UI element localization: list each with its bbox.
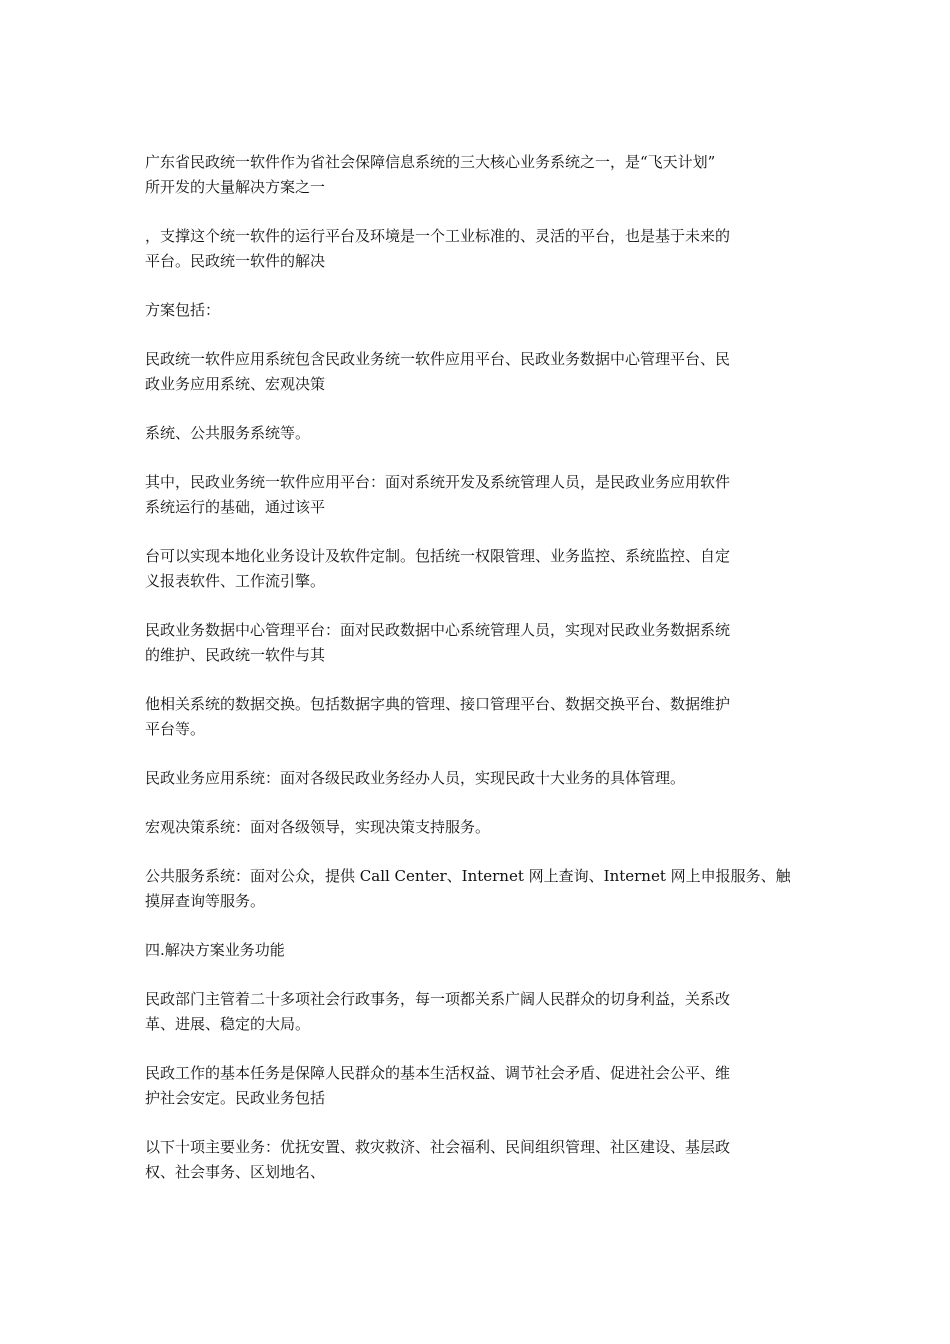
paragraph-line: 公共服务系统：面对公众，提供 Call Center、Internet 网上查询、Internet 网上申报服务、触 — [145, 867, 791, 885]
paragraph-line: 民政部门主管着二十多项社会行政事务，每一项都关系广阔人民群众的切身利益，关系改 — [145, 990, 731, 1008]
paragraph — [145, 987, 807, 1037]
paragraph-line: 广东省民政统一软件作为省社会保障信息系统的三大核心业务系统之一，是“飞天计划” — [145, 153, 716, 171]
paragraph — [145, 815, 807, 840]
paragraph — [145, 544, 807, 594]
paragraph-line: 义报表软件、工作流引擎。 — [145, 572, 326, 590]
paragraph — [145, 421, 807, 446]
paragraph — [145, 470, 807, 520]
paragraph — [145, 298, 807, 323]
paragraph-line: 平台。民政统一软件的解决 — [145, 252, 326, 270]
paragraph-line: 政业务应用系统、宏观决策 — [145, 375, 326, 393]
paragraph-line: 的维护、民政统一软件与其 — [145, 646, 326, 664]
paragraph — [145, 224, 807, 274]
paragraph-line: 台可以实现本地化业务设计及软件定制。包括统一权限管理、业务监控、系统监控、自定 — [145, 547, 731, 565]
document-body — [145, 150, 807, 1209]
paragraph-line: 所开发的大量解决方案之一 — [145, 178, 326, 196]
paragraph-line: 四.解决方案业务功能 — [145, 941, 285, 959]
paragraph — [145, 618, 807, 668]
paragraph-line: 护社会安定。民政业务包括 — [145, 1089, 326, 1107]
paragraph-line: 宏观决策系统：面对各级领导，实现决策支持服务。 — [145, 818, 491, 836]
paragraph-line: 摸屏查询等服务。 — [145, 892, 266, 910]
paragraph — [145, 766, 807, 791]
paragraph-line: ，支撑这个统一软件的运行平台及环境是一个工业标准的、灵活的平台，也是基于未来的 — [145, 227, 731, 245]
paragraph-line: 革、进展、稳定的大局。 — [145, 1015, 311, 1033]
paragraph — [145, 692, 807, 742]
paragraph-line: 民政业务应用系统：面对各级民政业务经办人员，实现民政十大业务的具体管理。 — [145, 769, 686, 787]
paragraph — [145, 150, 807, 200]
paragraph-line: 系统、公共服务系统等。 — [145, 424, 311, 442]
paragraph — [145, 1135, 807, 1185]
paragraph-line: 以下十项主要业务：优抚安置、救灾救济、社会福利、民间组织管理、社区建设、基层政 — [145, 1138, 731, 1156]
paragraph — [145, 347, 807, 397]
paragraph-line: 民政统一软件应用系统包含民政业务统一软件应用平台、民政业务数据中心管理平台、民 — [145, 350, 731, 368]
paragraph-line: 系统运行的基础，通过该平 — [145, 498, 326, 516]
paragraph — [145, 864, 807, 914]
section-heading — [145, 938, 807, 963]
paragraph-line: 民政业务数据中心管理平台：面对民政数据中心系统管理人员，实现对民政业务数据系统 — [145, 621, 731, 639]
paragraph-line: 其中，民政业务统一软件应用平台：面对系统开发及系统管理人员，是民政业务应用软件 — [145, 473, 731, 491]
paragraph-line: 权、社会事务、区划地名、 — [145, 1163, 326, 1181]
paragraph-line: 他相关系统的数据交换。包括数据字典的管理、接口管理平台、数据交换平台、数据维护 — [145, 695, 731, 713]
paragraph-line: 平台等。 — [145, 720, 206, 738]
paragraph-line: 民政工作的基本任务是保障人民群众的基本生活权益、调节社会矛盾、促进社会公平、维 — [145, 1064, 731, 1082]
paragraph-line: 方案包括： — [145, 301, 221, 319]
paragraph — [145, 1061, 807, 1111]
